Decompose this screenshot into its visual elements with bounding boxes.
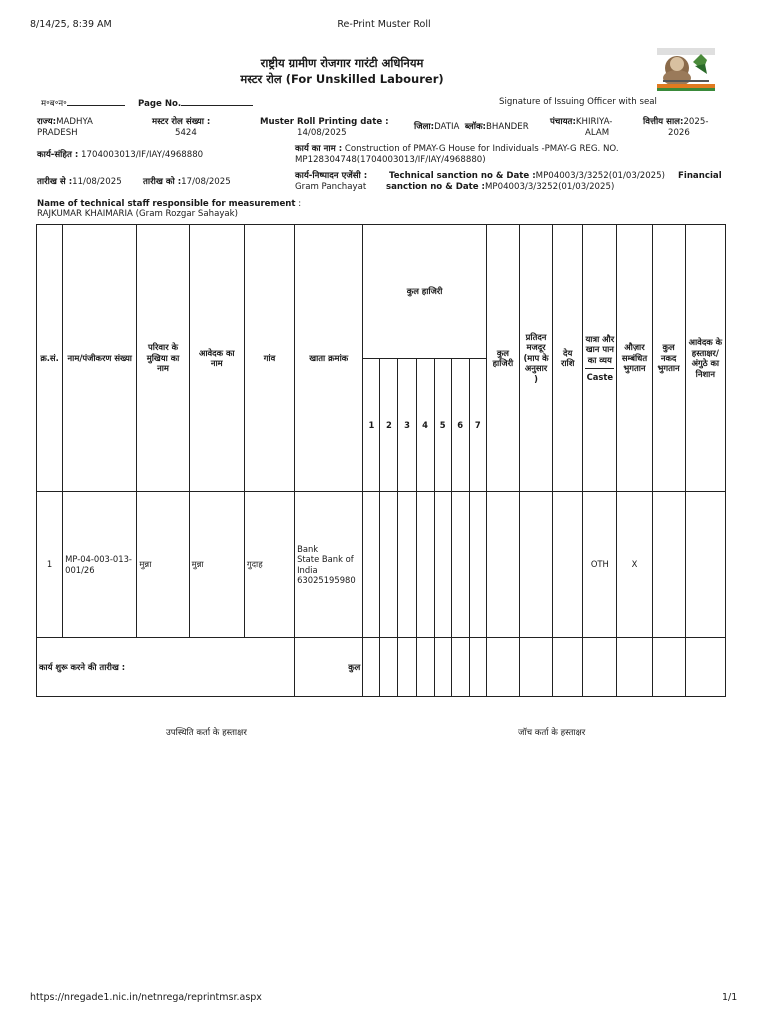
day-header: 4 [416, 359, 434, 492]
account-number: 63025195980 [297, 575, 356, 585]
issuing-officer-signature: Signature of Issuing Officer with seal [499, 97, 657, 107]
muster-no-value: 5424 [175, 128, 197, 138]
tech-staff-label: Name of technical staff responsible for measurement : [37, 199, 302, 209]
col-header-daily-wage: प्रतिदन मजदूर (माप के अनुसार ) [519, 225, 552, 492]
msn-field: म॰ब॰न॰ [41, 98, 125, 110]
work-name-field: कार्य का नाम : Construction of PMAY-G House for Individuals -PMAY-G REG. NO. [295, 144, 619, 154]
col-header-applicant-name: आवेदक का नाम [189, 225, 244, 492]
col-header-account-no: खाता क्रमांक [295, 225, 363, 492]
travel-food-label: यात्रा और खान पान का व्यय [585, 333, 615, 365]
page-url: https://nregade1.nic.in/netnrega/reprintmsr.aspx [30, 992, 262, 1003]
financial-year-field: वित्तीय साल:2025- [643, 117, 709, 127]
fin-sanction-label: Financial [678, 171, 722, 181]
footer-cell [486, 638, 519, 697]
district-block-field: जिला:DATIA ब्लॉक:BHANDER [414, 122, 529, 132]
muster-roll-title: मस्टर रोल (For Unskilled Labourer) [240, 72, 444, 86]
panchayat-field: पंचायत:KHIRIYA- [550, 117, 613, 127]
footer-cell [416, 638, 434, 697]
footer-cell [652, 638, 685, 697]
work-code-field: कार्य-संहित : 1704003013/IF/IAY/4968880 [37, 150, 204, 160]
print-page-title: Re-Print Muster Roll [337, 19, 431, 30]
day-cell [398, 492, 416, 638]
col-header-tools-payment: औज़ार सम्बंधित भुगतान [617, 225, 652, 492]
account-bank-name: State Bank of India [297, 554, 354, 575]
date-from-field: तारीख से :11/08/2025 [37, 177, 122, 187]
footer-cell [434, 638, 451, 697]
row-total-attendance [486, 492, 519, 638]
row-reg-no: MP-04-003-013-001/26 [63, 492, 137, 638]
row-payable-amount [553, 492, 583, 638]
row-total-cash [652, 492, 685, 638]
footer-cell [617, 638, 652, 697]
col-header-payable-amount: देय राशि [553, 225, 583, 492]
agency-label: कार्य-निष्पादन एजेंसी : [295, 171, 368, 181]
footer-cell [380, 638, 398, 697]
date-to-field: तारीख को :17/08/2025 [143, 177, 231, 187]
panchayat-value-line2: ALAM [585, 128, 610, 138]
col-header-village: गांव [244, 225, 294, 492]
day-header: 3 [398, 359, 416, 492]
day-header: 5 [434, 359, 451, 492]
footer-cell [363, 638, 380, 697]
table-footer-row [37, 638, 726, 697]
agency-value: Gram Panchayat [295, 182, 367, 192]
tech-staff-value: RAJKUMAR KHAIMARIA (Gram Rozgar Sahayak) [37, 209, 239, 219]
row-signature [685, 492, 725, 638]
work-name-value-line2: MP128304748(1704003013/IF/IAY/4968880) [295, 155, 486, 165]
financial-year-value-line2: 2026 [668, 128, 690, 138]
muster-no-label: मस्टर रोल संख्या : [152, 117, 211, 127]
caste-label: Caste [585, 368, 614, 383]
col-header-travel-food [583, 225, 617, 492]
state-value-line2: PRADESH [37, 128, 78, 138]
row-account [295, 492, 363, 638]
checker-signature: जॉच कर्ता के हस्ताक्षर [518, 728, 586, 738]
footer-cell [583, 638, 617, 697]
total-label: कुल [295, 638, 363, 697]
col-header-total-cash: कुल नकद भुगतान [652, 225, 685, 492]
attendance-taker-signature: उपस्थिति कर्ता के हस्ताक्षर [166, 728, 247, 738]
nrega-emblem-icon [657, 44, 715, 94]
footer-cell [398, 638, 416, 697]
day-header: 2 [380, 359, 398, 492]
act-title: राष्ट्रीय ग्रामीण रोजगार गारंटी अधिनियम [260, 56, 424, 70]
col-header-attendance: कुल हाजिरी [363, 225, 486, 359]
page-count: 1/1 [722, 992, 738, 1003]
day-cell [469, 492, 486, 638]
day-cell [434, 492, 451, 638]
col-header-name-reg: नाम/पंजीकरण संख्या [63, 225, 137, 492]
row-caste: OTH [583, 492, 617, 638]
print-datetime: 8/14/25, 8:39 AM [30, 19, 112, 30]
printing-date-label: Muster Roll Printing date : [260, 117, 389, 127]
day-cell [380, 492, 398, 638]
account-bank-label: Bank [297, 543, 319, 554]
muster-roll-table [36, 224, 726, 697]
row-sno: 1 [37, 492, 63, 638]
row-applicant-name: मुन्ना [189, 492, 244, 638]
day-cell [363, 492, 380, 638]
day-header: 6 [451, 359, 469, 492]
footer-cell [553, 638, 583, 697]
day-header: 7 [469, 359, 486, 492]
row-tools: X [617, 492, 652, 638]
state-field: राज्य:MADHYA [37, 117, 93, 127]
row-head-of-family: मुन्ना [137, 492, 189, 638]
footer-cell [519, 638, 552, 697]
day-cell [416, 492, 434, 638]
footer-cell [469, 638, 486, 697]
work-start-date-label: कार्य शुरू करने की तारीख : [37, 638, 295, 697]
col-header-total-attendance: कुल हाजिरी [486, 225, 519, 492]
footer-cell [451, 638, 469, 697]
printing-date-value: 14/08/2025 [297, 128, 347, 138]
col-header-signature: आवेदक के हस्ताक्षर/ अंगुठे का निशान [685, 225, 725, 492]
col-header-head-of-family: परिवार के मुखिया का नाम [137, 225, 189, 492]
row-village: गुदाह [244, 492, 294, 638]
fin-sanction-field: sanction no & Date :MP04003/3/3252(01/03/2025) [386, 182, 615, 192]
day-header: 1 [363, 359, 380, 492]
table-row [37, 492, 726, 638]
row-daily-wage [519, 492, 552, 638]
day-cell [451, 492, 469, 638]
tech-sanction-field: Technical sanction no & Date :MP04003/3/3252(01/03/2025) [389, 171, 665, 181]
col-header-sno: क्र.सं. [37, 225, 63, 492]
page-no-field: Page No. [138, 98, 253, 110]
footer-cell [685, 638, 725, 697]
